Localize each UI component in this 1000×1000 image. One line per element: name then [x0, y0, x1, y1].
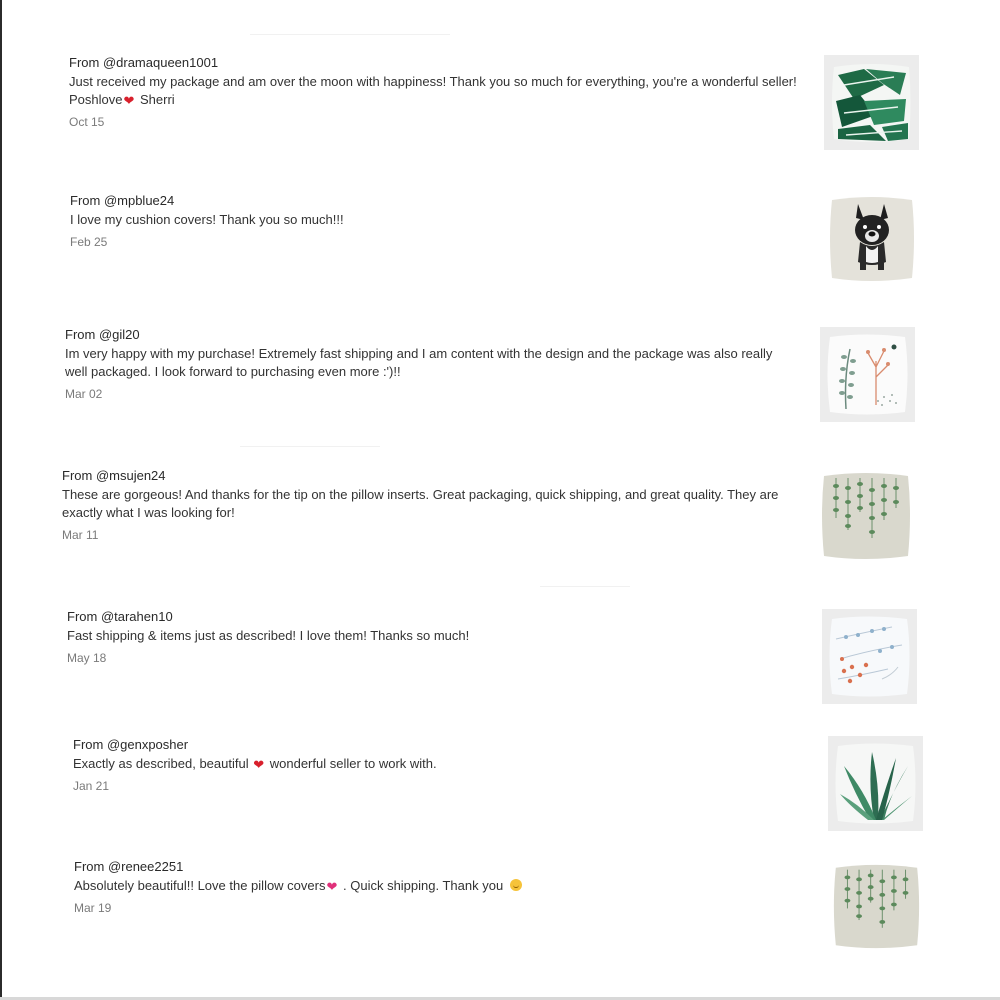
- review-author[interactable]: From @dramaqueen1001: [69, 55, 219, 70]
- review-author[interactable]: From @tarahen10: [67, 609, 173, 624]
- review-date: Mar 11: [62, 528, 99, 542]
- review-item: [69, 54, 829, 130]
- review-author[interactable]: From @genxposher: [73, 737, 189, 752]
- review-thumbnail[interactable]: [820, 327, 915, 422]
- review-thumbnail[interactable]: [830, 860, 922, 952]
- review-thumbnail[interactable]: [824, 55, 919, 150]
- floral-branches-pillow-icon: [822, 609, 917, 704]
- review-text: Absolutely beautiful!! Love the pillow covers❤ . Quick shipping. Thank you: [74, 877, 834, 895]
- review-text: These are gorgeous! And thanks for the tip on the pillow inserts. Great packaging, quick shipping, and great quality. They are exactly what I was looking for!: [62, 487, 779, 520]
- review-date: Feb 25: [70, 235, 108, 249]
- review-text: Im very happy with my purchase! Extremely fast shipping and I am content with the design and the package was also really well packaged. I look forward to purchasing even more :')!!: [65, 346, 773, 379]
- review-author[interactable]: From @msujen24: [62, 468, 166, 483]
- botanical-sketch-pillow-icon: [820, 327, 915, 422]
- review-thumbnail[interactable]: [818, 468, 913, 563]
- agave-plant-pillow-icon: [828, 736, 923, 831]
- review-text: I love my cushion covers! Thank you so much!!!: [70, 212, 344, 227]
- smiley-icon: [510, 879, 522, 891]
- review-author[interactable]: From @gil20: [65, 327, 140, 342]
- hanging-vines-pillow-icon: [818, 468, 913, 563]
- divider: [240, 446, 380, 447]
- review-date: Jan 21: [73, 779, 110, 793]
- review-item: [65, 326, 825, 402]
- divider: [250, 34, 450, 35]
- review-text: Just received my package and am over the moon with happiness! Thank you so much for everything, you're a wonderful seller! Poshlove❤ Sherri: [69, 74, 797, 108]
- divider: [540, 586, 630, 587]
- review-thumbnail[interactable]: [828, 736, 923, 831]
- heart-icon: ❤: [123, 93, 135, 108]
- heart-icon: ❤: [253, 757, 265, 772]
- review-item: [67, 608, 827, 666]
- review-thumbnail[interactable]: [824, 190, 919, 285]
- review-date: Mar 19: [74, 901, 112, 915]
- review-item: [74, 858, 834, 916]
- review-item: [73, 736, 833, 794]
- review-date: May 18: [67, 651, 107, 665]
- review-thumbnail[interactable]: [822, 609, 917, 704]
- review-item: [70, 192, 830, 250]
- left-border: [0, 0, 2, 1000]
- review-author[interactable]: From @renee2251: [74, 859, 184, 874]
- review-date: Mar 02: [65, 387, 103, 401]
- review-text: Fast shipping & items just as described! I love them! Thanks so much!: [67, 628, 470, 643]
- review-date: Oct 15: [69, 115, 105, 129]
- review-text: Exactly as described, beautiful ❤ wonderful seller to work with.: [73, 756, 437, 772]
- french-bulldog-pillow-icon: [824, 190, 919, 285]
- hanging-vines-pillow-icon: [830, 860, 922, 952]
- sparkling-heart-icon: ❤: [326, 879, 338, 894]
- review-author[interactable]: From @mpblue24: [70, 193, 175, 208]
- review-item: [62, 467, 822, 543]
- monstera-leaf-pillow-icon: [824, 55, 919, 150]
